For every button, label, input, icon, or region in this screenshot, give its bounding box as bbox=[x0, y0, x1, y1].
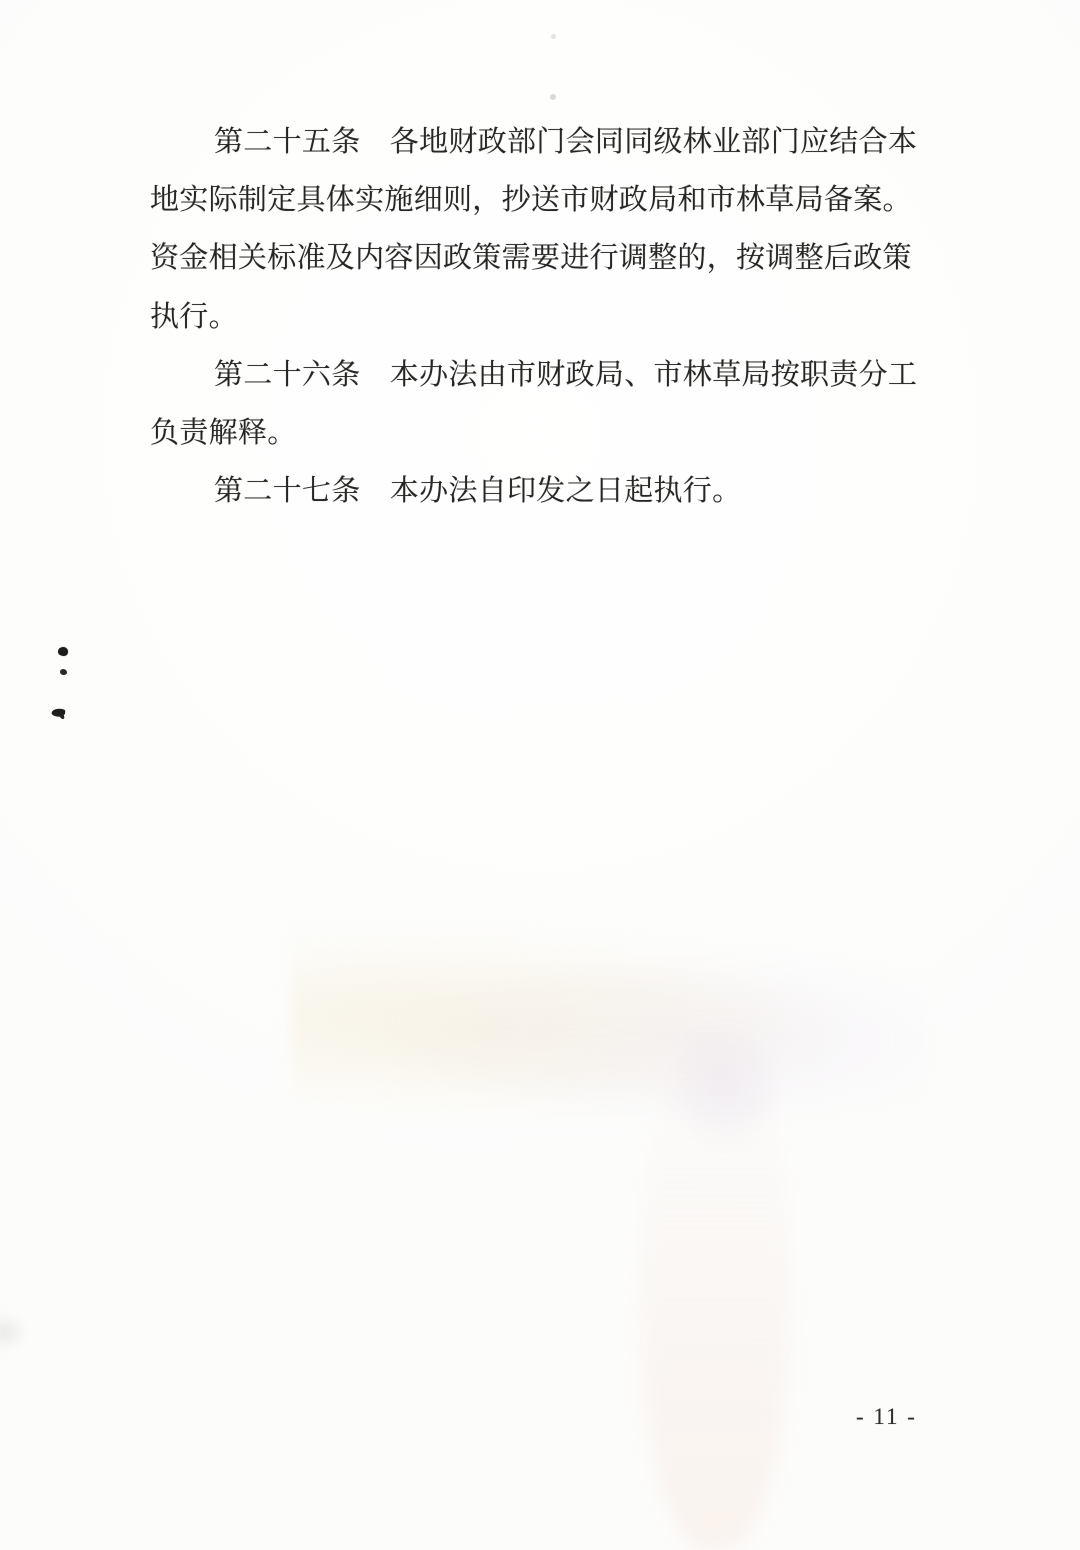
document-text-block bbox=[150, 113, 936, 520]
scan-stain-edge bbox=[0, 1312, 28, 1352]
ink-speck bbox=[58, 647, 68, 656]
article-27-line-1: 第二十七条 本办法自印发之日起执行。 bbox=[214, 475, 742, 508]
scan-stain-band bbox=[290, 920, 930, 1120]
article-25-line-2: 地实际制定具体实施细则，抄送市财政局和市林草局备案。 bbox=[150, 184, 912, 217]
article-26-line-2: 负责解释。 bbox=[150, 417, 297, 450]
scan-speck-icon bbox=[550, 94, 556, 100]
ink-speck bbox=[51, 706, 66, 719]
article-25-line-1: 第二十五条 各地财政部门会同同级林业部门应结合本 bbox=[214, 126, 918, 158]
scan-speck-icon bbox=[551, 34, 556, 39]
ink-speck bbox=[60, 669, 67, 675]
scan-stain-streak bbox=[640, 1010, 790, 1550]
scan-stain-blob bbox=[660, 1020, 790, 1160]
page-number: - 11 - bbox=[856, 1404, 917, 1429]
article-26-line-1: 第二十六条 本办法由市财政局、市林草局按职责分工 bbox=[214, 358, 918, 391]
article-25-line-4: 执行。 bbox=[150, 300, 238, 333]
article-25-line-3: 资金相关标准及内容因政策需要进行调整的，按调整后政策 bbox=[150, 242, 912, 275]
